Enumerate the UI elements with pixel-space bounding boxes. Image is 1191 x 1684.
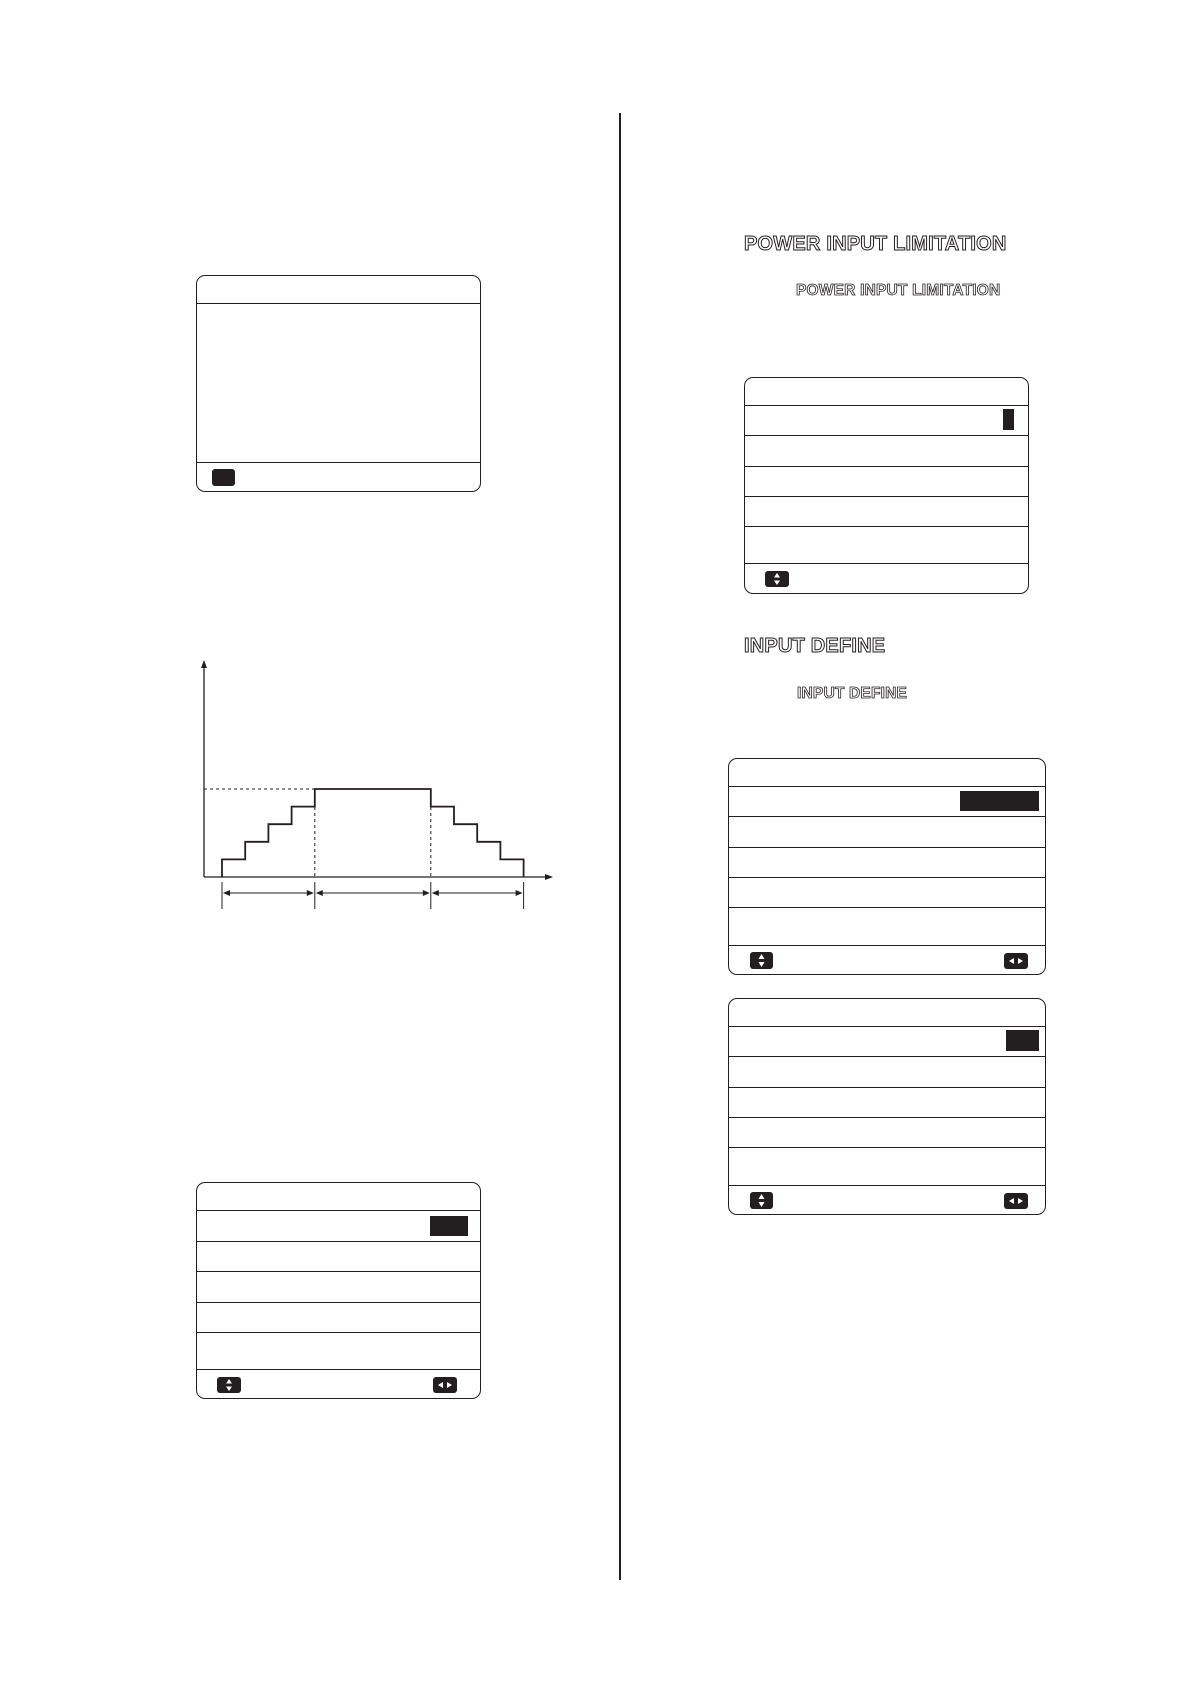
segment-fall-arrow-right [516,890,523,896]
selected-value-highlight[interactable] [430,1216,468,1236]
menu-row-divider [729,1147,1045,1148]
menu-row-divider [729,1056,1045,1057]
segment-hold-arrow-left [316,890,323,896]
menu-row-divider [197,1302,480,1303]
menu-row-divider [197,1210,480,1211]
lcd-screen-power-input-limitation [744,377,1029,594]
segment-rise-arrow-left [223,890,230,896]
segment-hold-arrow-right [423,890,430,896]
menu-row-divider [745,526,1028,527]
up-down-arrow-icon[interactable] [750,952,773,969]
menu-row-divider [197,1271,480,1272]
input-define-title: INPUT DEFINE [744,635,886,657]
ok-key-icon[interactable] [212,469,235,486]
segment-fall-arrow-left [432,890,439,896]
column-divider [619,113,621,1580]
up-down-arrow-icon[interactable] [765,571,789,587]
menu-row-divider [729,847,1045,848]
left-right-arrow-icon[interactable] [1004,1193,1028,1209]
y-axis-arrowhead [201,660,207,668]
lcd-screen-input-define-1 [728,758,1046,975]
lcd-screen-info [196,275,481,492]
menu-row-divider [729,1026,1045,1027]
menu-row-divider [197,1332,480,1333]
staircase-chart-svg [190,655,560,915]
up-down-arrow-icon[interactable] [217,1377,241,1393]
selected-value-highlight[interactable] [960,791,1039,811]
up-down-arrow-icon[interactable] [750,1192,773,1209]
lcd-footer-divider [197,1369,480,1370]
menu-row-divider [729,786,1045,787]
menu-row-divider [197,1241,480,1242]
selected-value-highlight[interactable] [1006,1030,1039,1051]
lcd-footer-divider [729,945,1045,946]
left-right-arrow-icon[interactable] [433,1377,457,1393]
segment-rise-arrow-right [307,890,314,896]
lcd-header-divider [197,303,480,304]
power-input-limitation-subtitle: POWER INPUT LIMITATION [796,282,1001,299]
menu-row-divider [745,405,1028,406]
staircase-line [222,789,524,877]
x-axis-arrowhead [545,874,553,880]
lcd-screen-input-define-2 [728,998,1046,1215]
lcd-footer-divider [729,1185,1045,1186]
lcd-screen-menu-left [196,1182,481,1399]
lcd-footer-divider [197,462,480,463]
menu-row-divider [729,1117,1045,1118]
menu-row-divider [729,907,1045,908]
menu-row-divider [745,466,1028,467]
input-define-subtitle: INPUT DEFINE [797,685,908,702]
menu-row-divider [745,435,1028,436]
lcd-footer-divider [745,563,1028,564]
selected-value-highlight[interactable] [1003,409,1014,430]
menu-row-divider [729,877,1045,878]
staircase-chart [190,655,560,915]
left-right-arrow-icon[interactable] [1004,953,1028,969]
menu-row-divider [729,816,1045,817]
menu-row-divider [745,496,1028,497]
power-input-limitation-title: POWER INPUT LIMITATION [744,233,1007,255]
menu-row-divider [729,1087,1045,1088]
